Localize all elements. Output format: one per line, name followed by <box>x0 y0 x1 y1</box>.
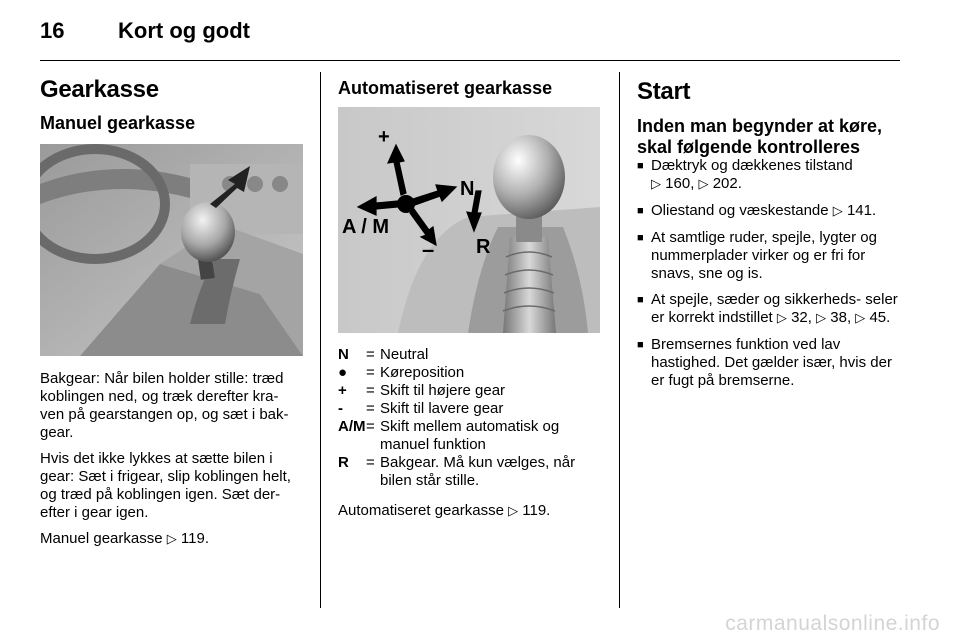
reference-page: 141. <box>846 202 877 219</box>
item-text: Oliestand og væskestande <box>651 202 829 219</box>
manual-gearbox-reference <box>40 530 306 549</box>
legend-eq: = <box>366 364 375 381</box>
legend-value: Køreposition <box>380 364 465 381</box>
legend-value: Neutral <box>380 346 429 363</box>
legend-value: Skift til højere gear <box>380 382 506 399</box>
list-item <box>637 229 907 283</box>
subheading-manual-gearbox: Manuel gearkasse <box>40 113 196 133</box>
reference-label: Manuel gearkasse <box>40 530 163 547</box>
legend-key: ● <box>338 364 348 381</box>
ref-arrow-icon: ▷ <box>776 311 787 326</box>
ref-arrow-icon: ▷ <box>651 177 661 192</box>
list-item <box>637 291 907 328</box>
reference-page: 202. <box>712 175 742 192</box>
legend-eq: = <box>366 382 375 399</box>
automated-gearbox-reference <box>338 502 608 521</box>
reference-page: 160, <box>665 175 695 192</box>
page-header-title: Kort og godt <box>118 18 250 43</box>
reference-page: 119. <box>180 530 210 547</box>
item-text: At samtlige ruder, spejle, lygter og nummerplader virker og er fri for snavs, sne og is. <box>651 229 877 282</box>
legend-row <box>338 364 608 382</box>
ref-arrow-icon: ▷ <box>832 204 843 219</box>
ref-arrow-icon: ▷ <box>166 532 177 547</box>
reference-page: 119. <box>522 502 551 519</box>
reference-label: Automatiseret gearkasse <box>338 502 504 519</box>
page-number: 16 <box>40 18 65 43</box>
legend-value: Skift mellem automatisk og manuel funktion <box>380 418 560 453</box>
diagram-label-n: N <box>460 178 475 200</box>
header-rule <box>40 60 900 61</box>
legend-row <box>338 454 608 490</box>
item-text: At spejle, sæder og sikkerheds- seler er korrekt indstillet <box>651 291 898 326</box>
reference-page: 45. <box>869 309 891 326</box>
legend-row <box>338 400 608 418</box>
ref-arrow-icon: ▷ <box>508 504 519 519</box>
item-text: Bremsernes funktion ved lav hastighed. Det gælder især, hvis der er fugt på bremserne. <box>651 336 892 389</box>
legend-key: A/M <box>338 418 366 435</box>
ref-arrow-icon: ▷ <box>855 311 866 326</box>
legend-key: - <box>338 400 343 417</box>
heading-automated-gearbox: Automatiseret gearkasse <box>338 78 553 98</box>
subheading-checks: Inden man begynder at køre, skal følgende kontrolleres <box>637 116 883 157</box>
diagram-label-minus: – <box>422 237 435 262</box>
column-divider-1 <box>320 72 321 608</box>
legend-eq: = <box>366 418 375 435</box>
legend-value: Skift til lavere gear <box>380 400 504 417</box>
legend-value: Bakgear. Må kun vælges, når bilen står stille. <box>380 454 576 489</box>
reference-page: 38, <box>830 309 852 326</box>
legend-row <box>338 346 608 364</box>
paragraph-reverse-gear: Bakgear: Når bilen holder stille: træd koblingen ned, og træk derefter kra- ven på gearstangen op, og sæt i bak- gear. <box>40 370 289 441</box>
list-item <box>637 202 907 221</box>
list-item <box>637 336 907 390</box>
reference-page: 32, <box>791 309 812 326</box>
legend-eq: = <box>366 400 375 417</box>
legend-eq: = <box>366 454 375 471</box>
ref-arrow-icon: ▷ <box>816 311 827 326</box>
column-divider-2 <box>619 72 620 608</box>
manual-gearbox-illustration <box>40 144 303 356</box>
diagram-label-plus: + <box>378 126 390 148</box>
legend-eq: = <box>366 346 375 363</box>
shift-legend <box>338 346 608 490</box>
watermark: carmanualsonline.info <box>725 612 940 635</box>
diagram-label-am: A / M <box>342 216 390 238</box>
section-heading-gearkasse: Gearkasse <box>40 76 159 103</box>
col1-body <box>40 370 306 557</box>
legend-key: + <box>338 382 347 399</box>
diagram-label-r: R <box>476 236 491 258</box>
ref-arrow-icon: ▷ <box>698 177 709 192</box>
section-heading-start: Start <box>637 78 691 105</box>
checklist <box>637 157 907 398</box>
legend-row <box>338 418 608 454</box>
list-item <box>637 157 907 194</box>
legend-row <box>338 382 608 400</box>
automated-gearbox-diagram <box>338 107 600 333</box>
paragraph-gear-trouble: Hvis det ikke lykkes at sætte bilen i gear: Sæt i frigear, slip koblingen helt, og træd på koblingen igen. Sæt der- efter i gear igen. <box>40 450 291 521</box>
legend-key: R <box>338 454 349 471</box>
legend-key: N <box>338 346 349 363</box>
item-text: Dæktryk og dækkenes tilstand <box>651 157 853 174</box>
